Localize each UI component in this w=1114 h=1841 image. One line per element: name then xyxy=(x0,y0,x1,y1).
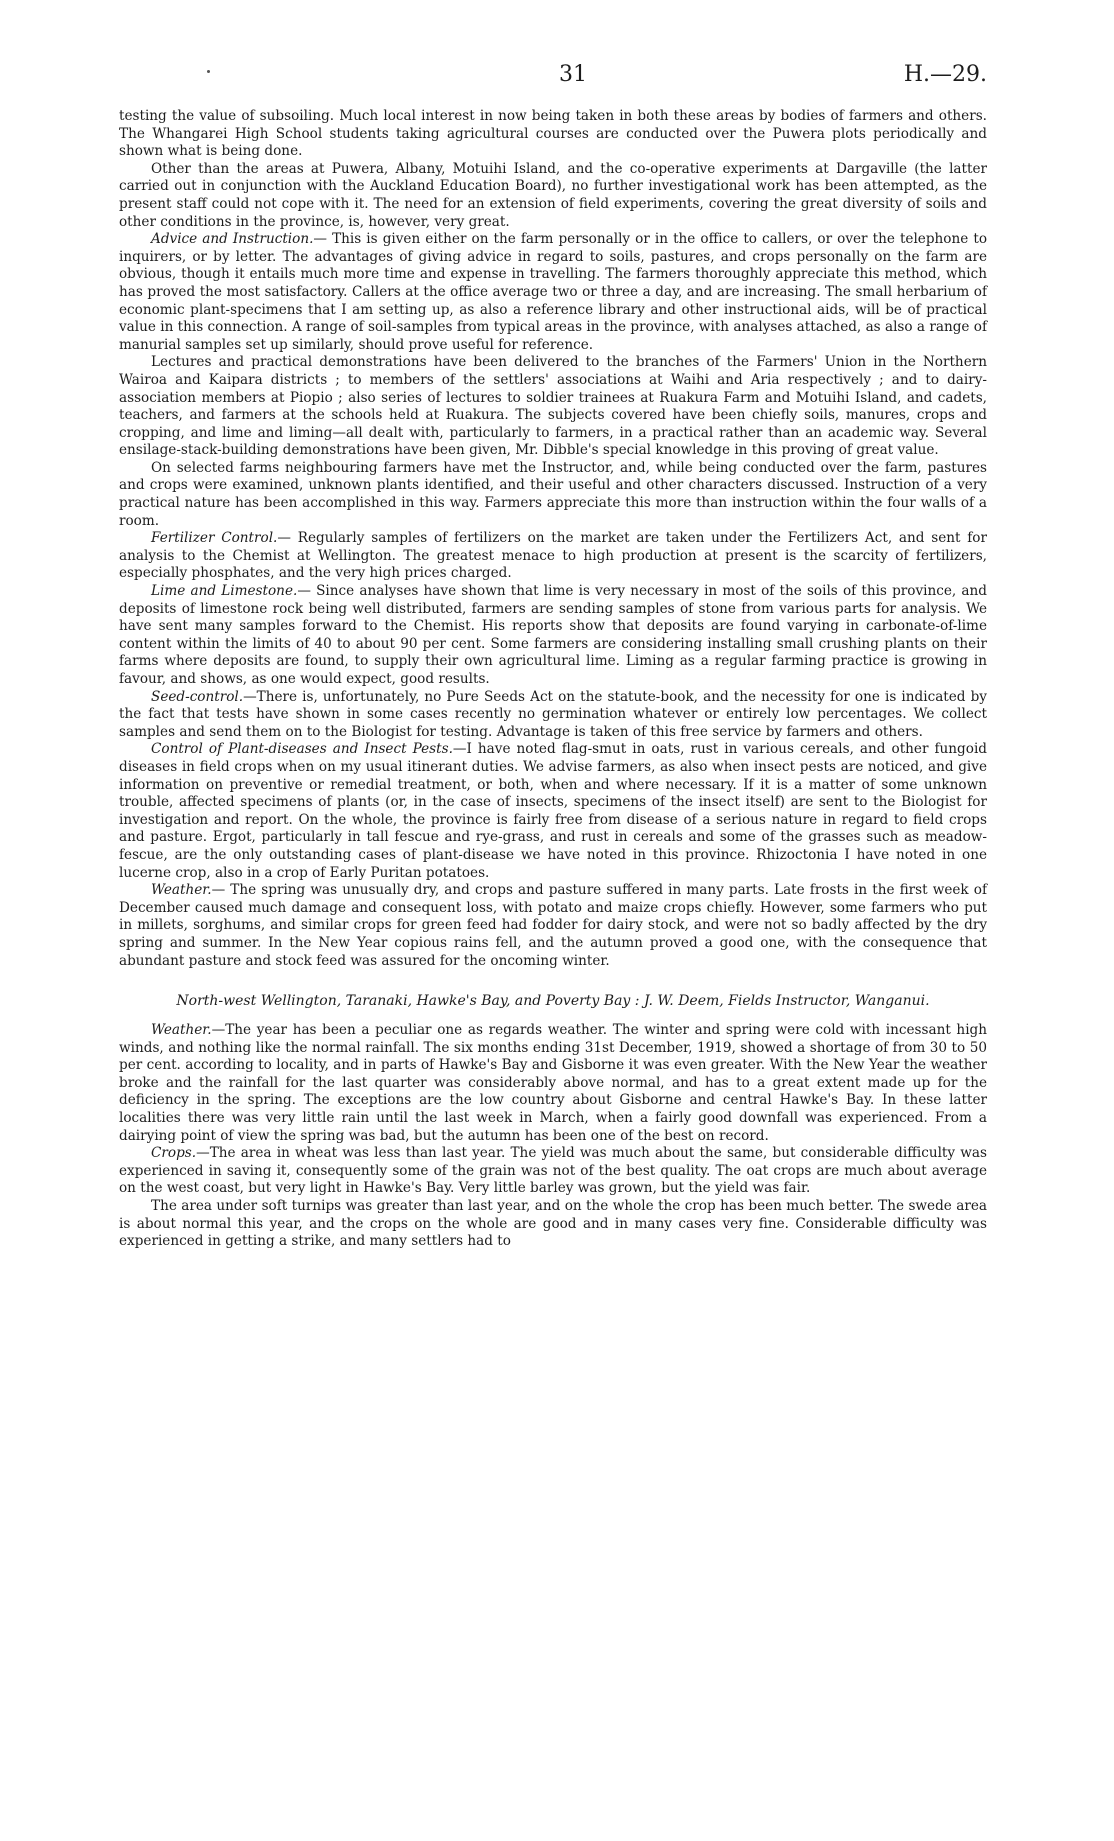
paragraph: Crops.—The area in wheat was less than last year. The yield was much about the same, but considerable difficulty was experienced in saving it, consequently some of the grain was not of the best quality. The oat crops are much about average on the west coast, but very light in Hawke's Bay. Very little barley was grown, but the yield was fair. xyxy=(119,1145,987,1197)
paragraph: Seed-control.—There is, unfortunately, no Pure Seeds Act on the statute-book, and the necessity for one is indicated by the fact that tests have shown in some cases recently no germination whatever or entirely low percentages. We collect samples and send them on to the Biologist for testing. Advantage is taken of this free service by farmers and others. xyxy=(119,688,987,740)
paragraph-lead: Lime and Limestone. xyxy=(151,583,298,600)
paragraph: Control of Plant-diseases and Insect Pests.—I have noted flag-smut in oats, rust in various cereals, and other fungoid diseases in field crops when on my usual itinerant duties. We advise farmers, as also when insect pests are noticed, and give information on preventive or remedial treatment, or both, when and where necessary. If it is a matter of some unknown trouble, affected specimens of plants (or, in the case of insects, specimens of the insect itself) are sent to the Biologist for investigation and report. On the whole, the province is fairly free from disease of a serious nature in regard to field crops and pasture. Ergot, particularly in tall fescue and rye-grass, and rust in cereals and some of the grasses such as meadow-fescue, are the only outstanding cases of plant-disease we have noted in this province. Rhizoctonia I have noted in one lucerne crop, also in a crop of Early Puritan potatoes. xyxy=(119,741,987,881)
paragraph-lead: Crops. xyxy=(151,1145,197,1162)
paragraph-lead: Fertilizer Control. xyxy=(151,530,278,547)
paragraph-lead: Seed-control. xyxy=(151,688,244,705)
body-text xyxy=(119,60,987,1251)
report-code: H.—29. xyxy=(903,62,987,87)
paragraph: On selected farms neighbouring farmers have met the Instructor, and, while being conducted over the farm, pastures and crops were examined, unknown plants identified, and their useful and other characters discussed. Instruction of a very practical nature has been accomplished in this way. Farmers appreciate this more than instruction within the four walls of a room. xyxy=(119,459,987,529)
paragraph: The area under soft turnips was greater than last year, and on the whole the crop has been much better. The swede area is about normal this year, and the crops on the whole are good and in many cases very fine. Considerable difficulty was experienced in getting a strike, and many settlers had to xyxy=(119,1198,987,1250)
page-header xyxy=(119,0,987,87)
scan-speck xyxy=(207,70,210,73)
paragraph-lead: Weather. xyxy=(151,882,212,899)
paragraph: testing the value of subsoiling. Much local interest in now being taken in both these areas by bodies of farmers and others. The Whangarei High School students taking agricultural courses are conducted over the Puwera plots periodically and shown what is being done. xyxy=(119,108,987,160)
paragraph-lead: Control of Plant-diseases and Insect Pests. xyxy=(151,741,453,758)
section-heading: North-west Wellington, Taranaki, Hawke's Bay, and Poverty Bay : J. W. Deem, Fields Instructor, Wanganui. xyxy=(176,993,930,1010)
page-number: 31 xyxy=(559,62,587,87)
paragraph: Weather.—The year has been a peculiar one as regards weather. The winter and spring were cold with incessant high winds, and nothing like the normal rainfall. The six months ending 31st December, 1919, showed a shortage of from 30 to 50 per cent. according to locality, and in parts of Hawke's Bay and Gisborne it was even greater. With the New Year the weather broke and the rainfall for the last quarter was considerably above normal, and has to a great extent made up for the deficiency in the spring. The exceptions are the low country about Gisborne and central Hawke's Bay. In these latter localities there was very little rain until the last week in March, when a fairly good downfall was experienced. From a dairying point of view the spring was bad, but the autumn has been one of the best on record. xyxy=(119,1022,987,1144)
paragraph: Weather.— The spring was unusually dry, and crops and pasture suffered in many parts. Late frosts in the first week of December caused much damage and consequent loss, with potato and maize crops chiefly. However, some farmers who put in millets, sorghums, and similar crops for green feed had fodder for dairy stock, and were not so badly affected by the dry spring and summer. In the New Year copious rains fell, and the autumn proved a good one, with the consequence that abundant pasture and stock feed was assured for the oncoming winter. xyxy=(119,882,987,969)
paragraph: Lectures and practical demonstrations have been delivered to the branches of the Farmers' Union in the Northern Wairoa and Kaipara districts ; to members of the settlers' associations at Waihi and Aria respectively ; and to dairy-association members at Piopio ; also series of lectures to soldier trainees at Ruakura Farm and Motuihi Island, and cadets, teachers, and farmers at the schools held at Ruakura. The subjects covered have been chiefly soils, manures, crops and cropping, and lime and liming—all dealt with, particularly to farmers, in a practical rather than an academic way. Several ensilage-stack-building demonstrations have been given, Mr. Dibble's special knowledge in this proving of great value. xyxy=(119,354,987,459)
paragraph: Fertilizer Control.— Regularly samples of fertilizers on the market are taken under the Fertilizers Act, and sent for analysis to the Chemist at Wellington. The greatest menace to high production at present is the scarcity of fertilizers, especially phosphates, and the very high prices charged. xyxy=(119,530,987,582)
paragraph: Advice and Instruction.— This is given either on the farm personally or in the office to callers, or over the telephone to inquirers, or by letter. The advantages of giving advice in regard to soils, pastures, and crops personally on the farm are obvious, though it entails much more time and expense in travelling. The farmers thoroughly appreciate this method, which has proved the most satisfactory. Callers at the office average two or three a day, and are increasing. The small herbarium of economic plant-specimens that I am setting up, as also a reference library and other instructional aids, will be of practical value in this connection. A range of soil-samples from typical areas in the province, with analyses attached, as also a range of manurial samples set up similarly, should prove useful for reference. xyxy=(119,231,988,353)
paragraph-lead: Advice and Instruction. xyxy=(151,231,314,248)
paragraph-lead: Weather. xyxy=(151,1022,212,1039)
paragraph: Lime and Limestone.— Since analyses have shown that lime is very necessary in most of the soils of this province, and deposits of limestone rock being well distributed, farmers are sending samples of stone from various parts for analysis. We have sent many samples forward to the Chemist. His reports show that deposits are found varying in carbonate-of-lime content within the limits of 40 to about 90 per cent. Some farmers are considering installing small crushing plants on their farms where deposits are found, to supply their own agricultural lime. Liming as a regular farming practice is growing in favour, and shows, as one would expect, good results. xyxy=(119,583,987,687)
paragraph: Other than the areas at Puwera, Albany, Motuihi Island, and the co-operative experiments at Dargaville (the latter carried out in conjunction with the Auckland Education Board), no further investigational work has been attempted, as the present staff could not cope with it. The need for an extension of field experiments, covering the great diversity of soils and other conditions in the province, is, however, very great. xyxy=(119,160,987,230)
